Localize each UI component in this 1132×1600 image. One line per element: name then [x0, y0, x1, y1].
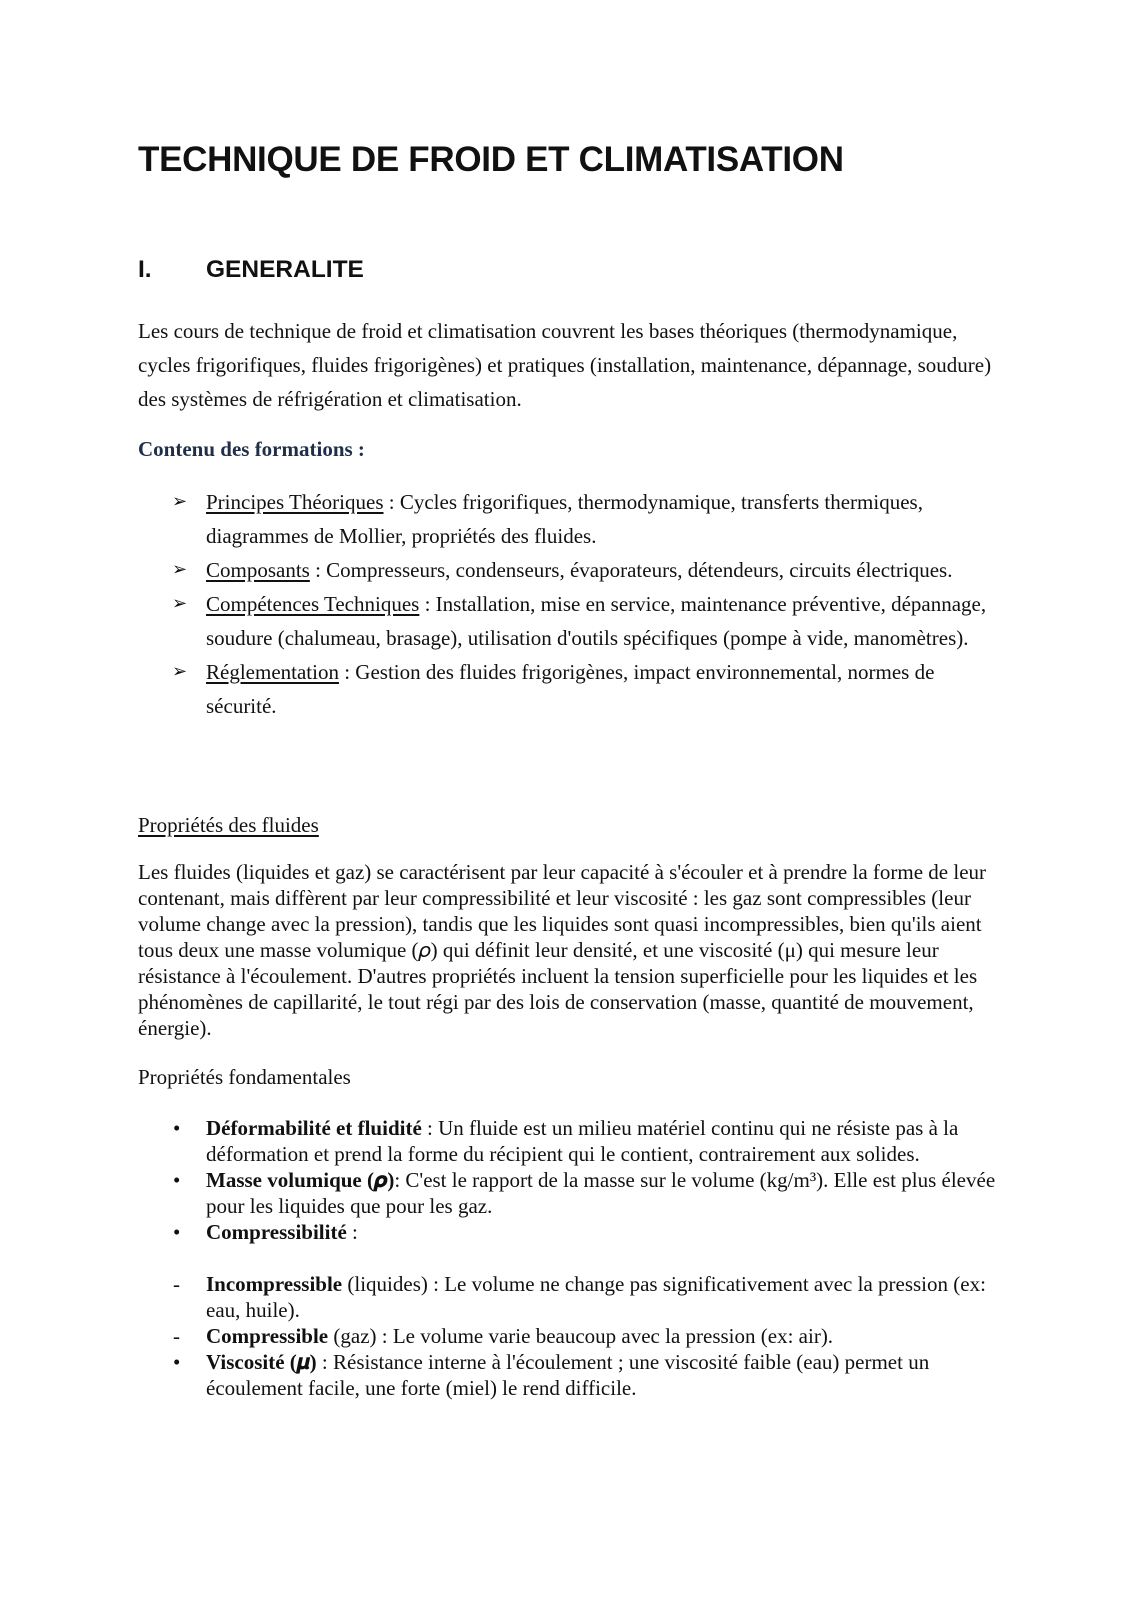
fluids-subheading: Propriétés des fluides	[138, 813, 319, 837]
list-item	[138, 485, 1004, 553]
property-text: (liquides) : Le volume ne change pas significativement avec la pression (ex: eau, huile).	[206, 1272, 986, 1322]
bullet-dot-icon: •	[173, 1350, 181, 1374]
formation-term: Réglementation	[206, 660, 339, 684]
arrow-bullet-icon: ➢	[172, 559, 188, 580]
property-term: Compressibilité	[206, 1220, 347, 1244]
formation-term: Composants	[206, 558, 310, 582]
property-term: Masse volumique (𝝆)	[206, 1168, 395, 1192]
property-text: :	[346, 1220, 358, 1244]
property-text: : C'est le rapport de la masse sur le volume (kg/m³). Elle est plus élevée pour les liquides que pour les gaz.	[206, 1168, 996, 1218]
contenu-heading: Contenu des formations :	[138, 437, 365, 461]
formation-text: : Cycles frigorifiques, thermodynamique, transferts thermiques, diagrammes de Mollier, propriétés des fluides.	[206, 490, 923, 548]
document-title: TECHNIQUE DE FROID ET CLIMATISATION	[138, 140, 844, 179]
fluids-paragraph: Les fluides (liquides et gaz) se caractérisent par leur capacité à s'écouler et à prendre la forme de leur contenant, mais diffèrent par leur compressibilité et leur viscosité : les gaz sont compressibles (leur volume change avec la pression), tandis que les liquides sont quasi incompressibles, bien qu'ils aient tous deux une masse volumique (𝜌) qui définit leur densité, et une viscosité (μ) qui mesure leur résistance à l'écoulement. D'autres propriétés incluent la tension superficielle pour les liquides et les phénomènes de capillarité, le tout régi par des lois de conservation (masse, quantité de mouvement, énergie).	[138, 860, 987, 1040]
section-heading	[138, 256, 364, 284]
bullet-dot-icon: •	[173, 1220, 181, 1244]
properties-list	[138, 1115, 1004, 1401]
fundamental-heading: Propriétés fondamentales	[138, 1065, 351, 1089]
dash-bullet-icon: -	[173, 1272, 180, 1296]
arrow-bullet-icon: ➢	[172, 661, 188, 682]
list-item	[138, 587, 1004, 655]
list-item	[138, 553, 1004, 587]
dash-bullet-icon: -	[173, 1324, 180, 1348]
formation-term: Compétences Techniques	[206, 592, 420, 616]
property-term: Incompressible	[206, 1272, 343, 1296]
formation-text: : Compresseurs, condenseurs, évaporateurs, détendeurs, circuits électriques.	[309, 558, 953, 582]
list-item	[138, 1323, 1004, 1349]
property-text: (gaz) : Le volume varie beaucoup avec la pression (ex: air).	[328, 1324, 834, 1348]
arrow-bullet-icon: ➢	[172, 491, 188, 512]
formation-term: Principes Théoriques	[206, 490, 384, 514]
bullet-dot-icon: •	[173, 1168, 181, 1192]
formation-text: : Gestion des fluides frigorigènes, impact environnemental, normes de sécurité.	[206, 660, 935, 718]
list-item	[138, 1115, 1004, 1167]
list-item	[138, 655, 1004, 723]
list-item	[138, 1167, 1004, 1219]
formations-list	[138, 485, 1004, 723]
intro-paragraph: Les cours de technique de froid et climatisation couvrent les bases théoriques (thermodynamique, cycles frigorifiques, fluides frigorigènes) et pratiques (installation, maintenance, dépannage, soudure) des systèmes de réfrigération et climatisation.	[138, 319, 992, 411]
list-item	[138, 1349, 1004, 1401]
section-number: I.	[138, 256, 152, 283]
property-term: Déformabilité et fluidité	[206, 1116, 422, 1140]
arrow-bullet-icon: ➢	[172, 593, 188, 614]
list-item	[138, 1219, 1004, 1245]
property-text: : Résistance interne à l'écoulement ; une viscosité faible (eau) permet un écoulement facile, une forte (miel) le rend difficile.	[206, 1350, 930, 1400]
list-item	[138, 1271, 1004, 1323]
property-term: Compressible	[206, 1324, 329, 1348]
formation-text: : Installation, mise en service, maintenance préventive, dépannage, soudure (chalumeau, brasage), utilisation d'outils spécifiques (pompe à vide, manomètres).	[206, 592, 987, 650]
section-title: GENERALITE	[206, 256, 364, 283]
property-term: Viscosité (𝝁)	[206, 1350, 317, 1374]
property-text: : Un fluide est un milieu matériel continu qui ne résiste pas à la déformation et prend la forme du récipient qui le contient, contrairement aux solides.	[206, 1116, 959, 1166]
bullet-dot-icon: •	[173, 1116, 181, 1140]
